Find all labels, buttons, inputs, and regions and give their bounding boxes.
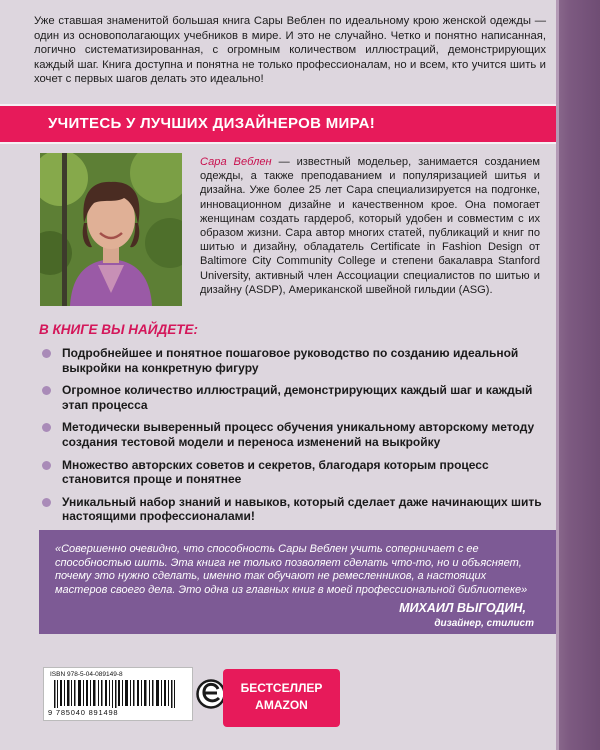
intro-paragraph: Уже ставшая знаменитой большая книга Сары Веблен по идеальному крою женской одежды — один из основополагающих учебников в мире. И это не случайно. Четко и понятно написанная, логично систематизированная, с огромным количеством иллюстраций, демонстрирующих каждый шаг. Книга доступна и понятна не только профессионалам, но и всем, кто учится шить и хочет с первых шагов делать это идеально!	[34, 15, 546, 86]
barcode	[43, 667, 193, 721]
barcode-bars-icon	[54, 680, 182, 708]
author-bio-text: — известный модельер, занимается созданием одежды, а также преподаванием и популяризацией шитья и дизайна. Уже более 25 лет Сара специализируется на подгонке, инновационном дизайне и качественном крое. Она помогает женщинам создать гардероб, который удобен и совместим с их образом жизни. Сара автор многих статей, публикаций и книг по шитью и дизайну, обладатель Certificate in Fashion Design от Baltimore City Community College и степени бакалавра Stanford University, активный член Ассоциации специалистов по шитью и дизайну (ASDP), Американской швейной гильдии (ASG).	[200, 156, 541, 296]
badge-line2: AMAZON	[255, 698, 308, 712]
banner-text: УЧИТЕСЬ У ЛУЧШИХ ДИЗАЙНЕРОВ МИРА!	[48, 115, 376, 132]
feature-item: Множество авторских советов и секретов, благодаря которым процесс становится проще и понятнее	[40, 458, 550, 487]
feature-item: Огромное количество иллюстраций, демонстрирующих каждый шаг и каждый этап процесса	[40, 383, 550, 412]
feature-item: Методически выверенный процесс обучения уникальному авторскому методу создания тестовой модели и переноса изменений на выкройку	[40, 420, 550, 449]
testimonial-role: дизайнер, стилист	[434, 618, 534, 629]
bullet-dot-icon	[42, 386, 51, 395]
author-photo	[40, 153, 182, 306]
author-name: Сара Веблен	[200, 156, 272, 168]
testimonial-box	[39, 530, 556, 634]
author-portrait-illustration	[40, 153, 182, 306]
isbn-label: ISBN 978-5-04-089149-8	[50, 671, 123, 678]
testimonial-author: МИХАИЛ ВЫГОДИН,	[399, 601, 526, 615]
features-list	[40, 346, 550, 532]
banner	[0, 104, 556, 144]
book-spine	[556, 0, 600, 750]
bullet-dot-icon	[42, 349, 51, 358]
testimonial-text: «Совершенно очевидно, что способность Сары Веблен учить соперничает с ее способностью шить. Эта книга не только позволяет сделать что-то, но и объясняет, почему это нужно сделать, именно так обучают не ремесленников, а настоящих мастеров своего дела. Это одна из главных книг в моей профессиональной библиотеке»	[55, 543, 528, 596]
badge-line1: БЕСТСЕЛЛЕР	[240, 681, 323, 695]
feature-item: Уникальный набор знаний и навыков, который сделает даже начинающих шить настоящими профессионалами!	[40, 495, 550, 524]
barcode-digits: 9 785040 891498	[48, 708, 119, 717]
features-heading: В КНИГЕ ВЫ НАЙДЕТЕ:	[39, 322, 199, 337]
bestseller-badge	[223, 669, 340, 727]
bullet-dot-icon	[42, 498, 51, 507]
publisher-logo-icon	[196, 675, 226, 713]
author-bio	[200, 155, 540, 297]
bullet-dot-icon	[42, 461, 51, 470]
bullet-dot-icon	[42, 423, 51, 432]
feature-item: Подробнейшее и понятное пошаговое руководство по созданию идеальной выкройки на конкретную фигуру	[40, 346, 550, 375]
